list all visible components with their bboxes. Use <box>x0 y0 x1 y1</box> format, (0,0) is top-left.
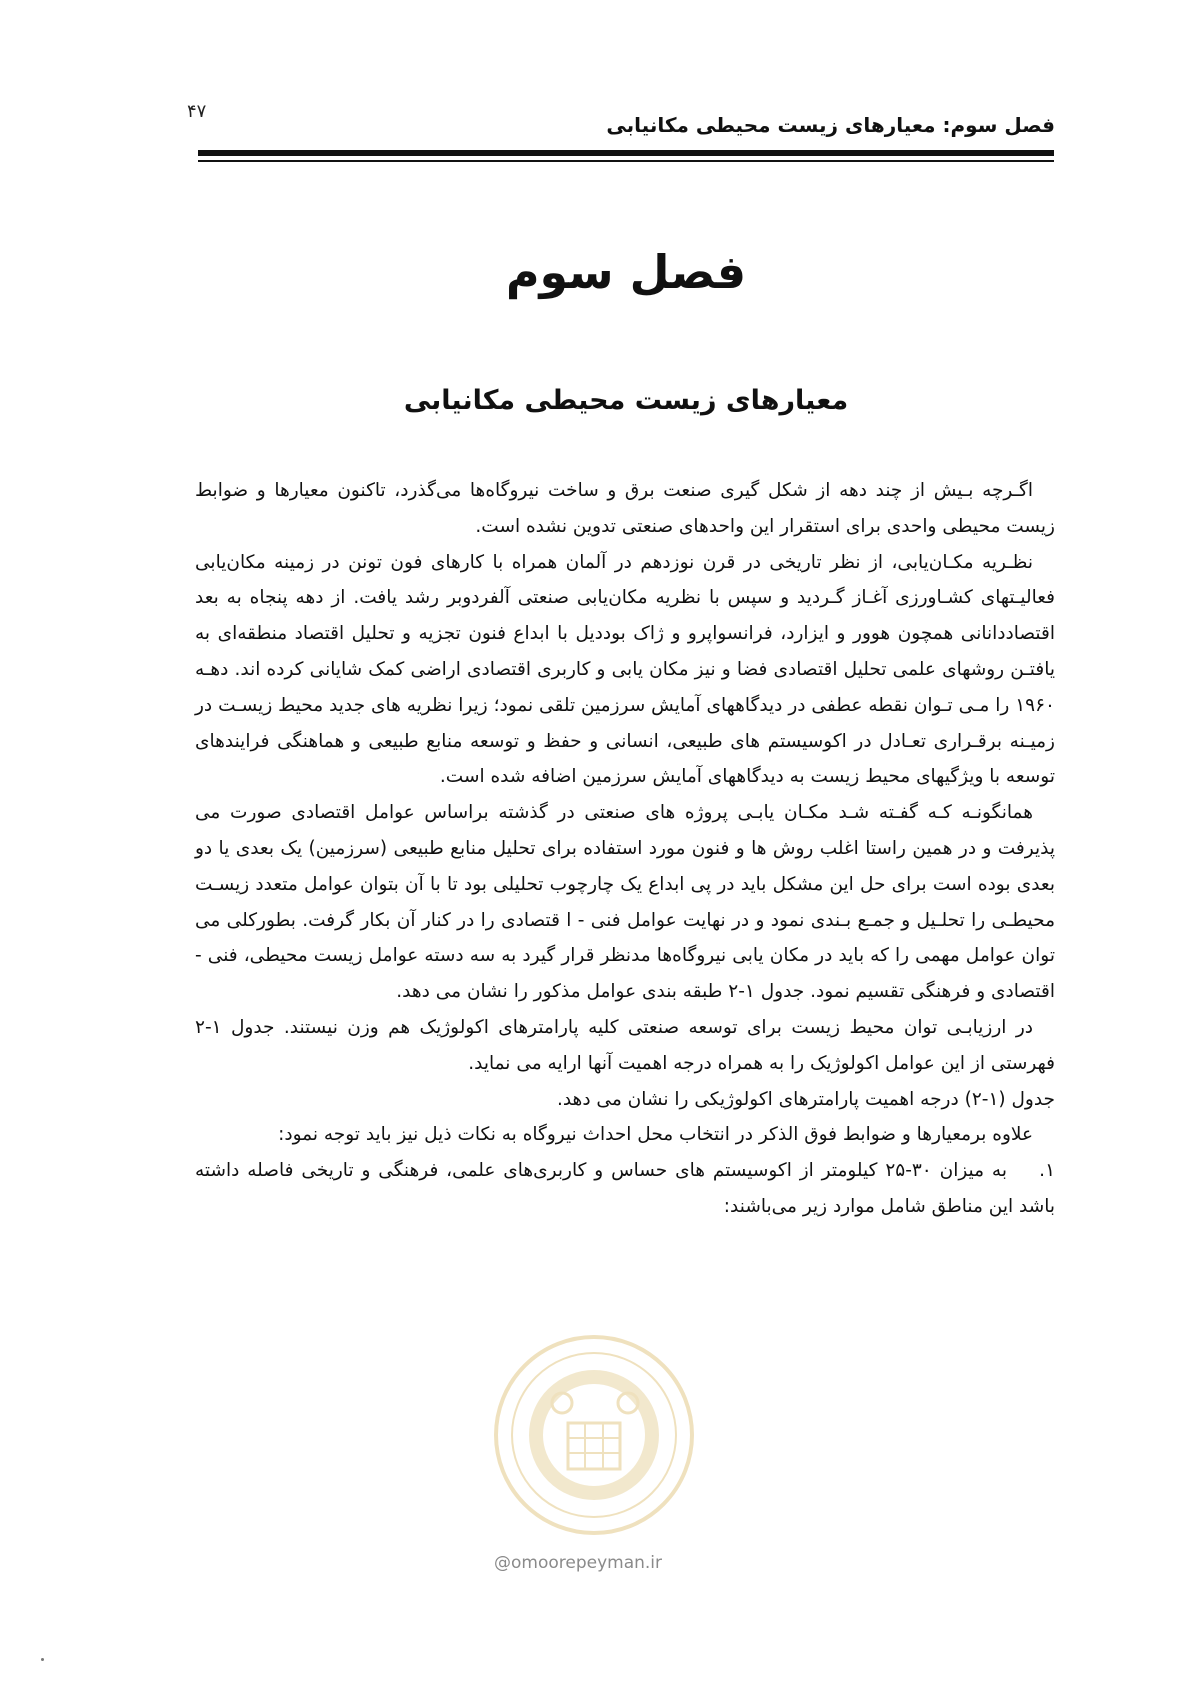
list-item-text: به میزان ۳۰-۲۵ کیلومتر از اکوسیستم های حساس و کاربری‌های علمی، فرهنگی و تاریخی فاصله داشته باشد این مناطق شامل موارد زیر می‌باشند: <box>195 1160 1055 1217</box>
paragraph: همانگونـه کـه گفـته شـد مکـان یابـی پروژه های صنعتی در گذشته براساس عوامل اقتصادی صورت می پذیرفت و در همین راستا اغلب روش ها و فنون مورد استفاده برای تحلیل منابع طبیعی (سرزمین) یک بعدی یا دو بعدی بوده است برای حل این مشکل باید در پی ابداع یک چارچوب تحلیلی بود تا با آن بتوان عوامل متعدد زیسـت محیطـی را تحلـیل و جمـع بـندی نمود و در نهایت عوامل فنی - ا قتصادی را در کنار آن بکار گرفت. بطورکلی می توان عوامل مهمی را که باید در مکان یابی نیروگاه‌ها مدنظر قرار گیرد به سه دسته عوامل زیست محیطی، فنی - اقتصادی و فرهنگی تقسیم نمود. جدول ۱-۲ طبقه بندی عوامل مذکور را نشان می دهد. <box>195 802 1055 1003</box>
page-number: ۴۷ <box>187 101 207 122</box>
margin-dot <box>41 1658 44 1661</box>
header-rule-thin <box>198 160 1054 162</box>
body-text <box>195 473 1055 1225</box>
list-item <box>195 1153 1055 1225</box>
table-caption-line: جدول (۱-۲) درجه اهمیت پارامترهای اکولوژیکی را نشان می دهد. <box>556 1088 1055 1110</box>
header-rule <box>198 150 1054 156</box>
chapter-title: فصل سوم <box>505 245 747 299</box>
intro-line: علاوه برمعیارها و ضوابط فوق الذکر در انتخاب محل احداث نیروگاه به نکات ذیل نیز باید توجه نمود: <box>278 1124 1033 1146</box>
running-header-title: فصل سوم: معیارهای زیست محیطی مکانیابی <box>606 113 1055 137</box>
paragraph: در ارزیابـی توان محیط زیست برای توسعه صنعتی کلیه پارامترهای اکولوژیک هم وزن نیستند. جدول ۱-۲ فهرستی از این عوامل اکولوژیک را به همراه درجه اهمیت آنها ارایه می نماید. <box>195 1016 1055 1074</box>
paragraph: نظـریه مکـان‌یابی، از نظر تاریخی در قرن نوزدهم در آلمان همراه با کارهای فون تونن در زمینه مکان‌یابی فعالیـتهای کشـاورزی آغـاز گـردید و سپس با نظریه مکان‌یابی صنعتی آلفردوبر رشد یافت. از دهه پنجاه به بعد اقتصاددانانی همچون هوور و ایزارد، فرانسواپرو و ژاک بوددیل با ابداع فنون تجزیه و تحلیل اقتصاد منطقه‌ای به یافتـن روشهای علمی تحلیل اقتصادی فضا و نیز مکان یابی و کاربری اقتصادی اراضی کمک شایانی کرده اند. دهـه ۱۹۶۰ را مـی تـوان نقطه عطفی در دیدگاههای آمایش سرزمین تلقی نمود؛ زیرا نظریه های جدید محیط زیسـت در زمیـنه برقـراری تعـادل در اکوسیستم های طبیعی، انسانی و حفظ و توسعه منابع طبیعی و هماهنگی فرایندهای توسعه با ویژگیهای محیط زیست به دیدگاههای آمایش سرزمین اضافه شده است. <box>195 551 1055 788</box>
chapter-subtitle: معیارهای زیست محیطی مکانیابی <box>403 385 849 416</box>
list-number: ۱. <box>1039 1160 1055 1182</box>
paragraph: اگـرچه بـیش از چند دهه از شکل گیری صنعت برق و ساخت نیروگاه‌ها می‌گذرد، تاکنون معیارها و ضوابط زیست محیطی واحدی برای استقرار این واحدهای صنعتی تدوین نشده است. <box>195 480 1055 537</box>
watermark-url: @omoorepeyman.ir <box>494 1553 663 1573</box>
watermark-seal-icon <box>492 1333 697 1538</box>
